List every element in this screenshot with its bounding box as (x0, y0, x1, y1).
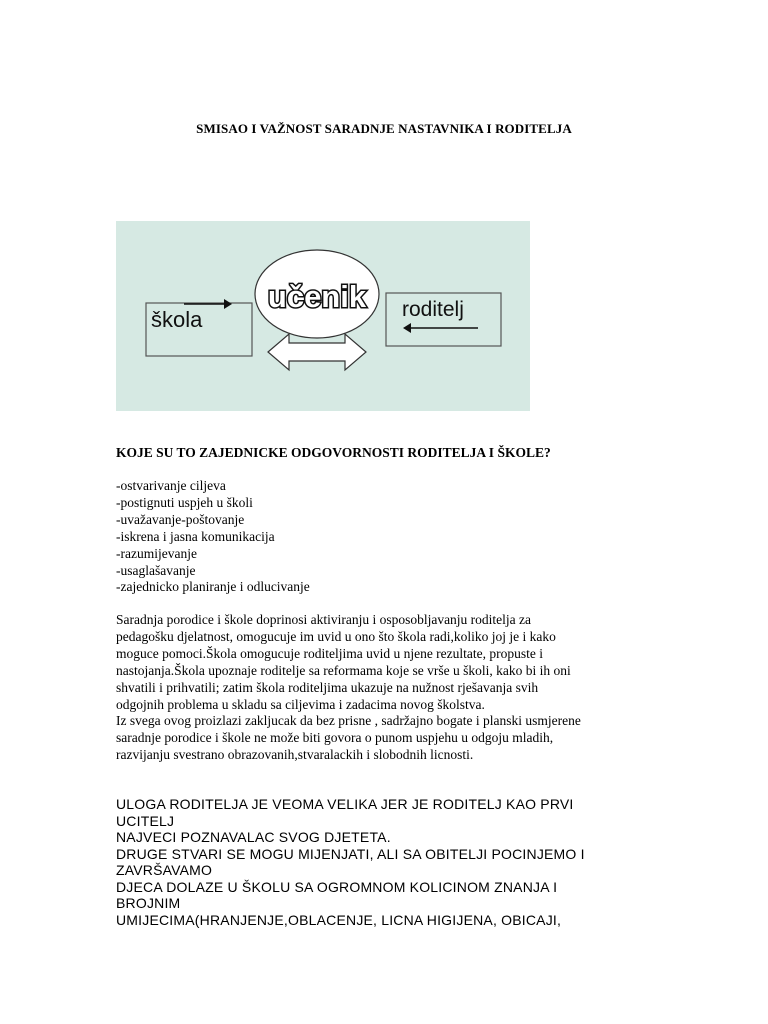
caps-line: BROJNIM (116, 895, 181, 911)
list-item: -zajednicko planiranje i odlucivanje (116, 579, 310, 595)
school-arrow-head-icon (224, 299, 232, 309)
school-label: škola (151, 307, 203, 332)
list-item: -ostvarivanje ciljeva (116, 478, 226, 493)
caps-line: ZAVRŠAVAMO (116, 862, 213, 878)
caps-line: UCITELJ (116, 812, 175, 829)
responsibilities-list (116, 478, 310, 596)
list-item: -usaglašavanje (116, 562, 196, 578)
student-label: učenik (267, 279, 367, 314)
list-item: -razumijevanje (116, 545, 197, 561)
caps-line: NAJVECI POZNAVALAC SVOG DJETETA. (116, 829, 391, 845)
paragraph-line: pedagošku djelatnost, omogucuje im uvid u ono što škola radi,koliko joj je i kako (116, 628, 556, 644)
list-item: -postignuti uspjeh u školi (116, 494, 253, 510)
parent-arrow-head-icon (403, 323, 411, 333)
caps-line: DJECA DOLAZE U ŠKOLU SA OGROMNOM KOLICINOM ZNANJA I (116, 878, 558, 895)
caps-line: DRUGE STVARI SE MOGU MIJENJATI, ALI SA OBITELJI POCINJEMO I (116, 845, 585, 862)
paragraph-line: nastojanja.Škola upoznaje roditelje sa reformama koje se vrše u školi, kako bi ih oni (116, 662, 571, 678)
cooperation-diagram (116, 221, 530, 411)
body-paragraph (116, 612, 656, 764)
diagram-graphic (116, 221, 530, 411)
paragraph-line: Saradnja porodice i škole doprinosi aktiviranju i osposobljavanju roditelja za (116, 612, 532, 627)
paragraph-line: Iz svega ovog proizlazi zakljucak da bez prisne , sadržajno bogate i planski usmjerene (116, 713, 581, 729)
section-heading: KOJE SU TO ZAJEDNICKE ODGOVORNOSTI RODITELJA I ŠKOLE? (116, 445, 551, 460)
parent-label: roditelj (402, 298, 464, 321)
paragraph-line: saradnje porodice i škole ne može biti govora o punom uspjehu u odgoju mladih, (116, 730, 554, 746)
paragraph-line: odgojnih problema u skladu sa ciljevima i zadacima novog školstva. (116, 696, 485, 712)
list-item: -iskrena i jasna komunikacija (116, 528, 275, 544)
caps-section (116, 796, 676, 928)
paragraph-line: moguce pomoci.Škola omogucuje roditeljima uvid u njene rezultate, propuste i (116, 645, 544, 661)
caps-line: UMIJECIMA(HRANJENJE,OBLACENJE, LICNA HIGIJENA, OBICAJI, (116, 911, 562, 928)
list-item: -uvažavanje-poštovanje (116, 511, 245, 527)
paragraph-line: razvijanju svestrano obrazovanih,stvaralackih i slobodnih licnosti. (116, 747, 474, 763)
caps-line: ULOGA RODITELJA JE VEOMA VELIKA JER JE RODITELJ KAO PRVI (116, 796, 574, 812)
page-title: SMISAO I VAŽNOST SARADNJE NASTAVNIKA I RODITELJA (196, 121, 572, 136)
paragraph-line: shvatili i prihvatili; zatim škola roditeljima ukazuje na nužnost rješavanja svih (116, 679, 539, 695)
double-arrow-icon (268, 334, 366, 370)
